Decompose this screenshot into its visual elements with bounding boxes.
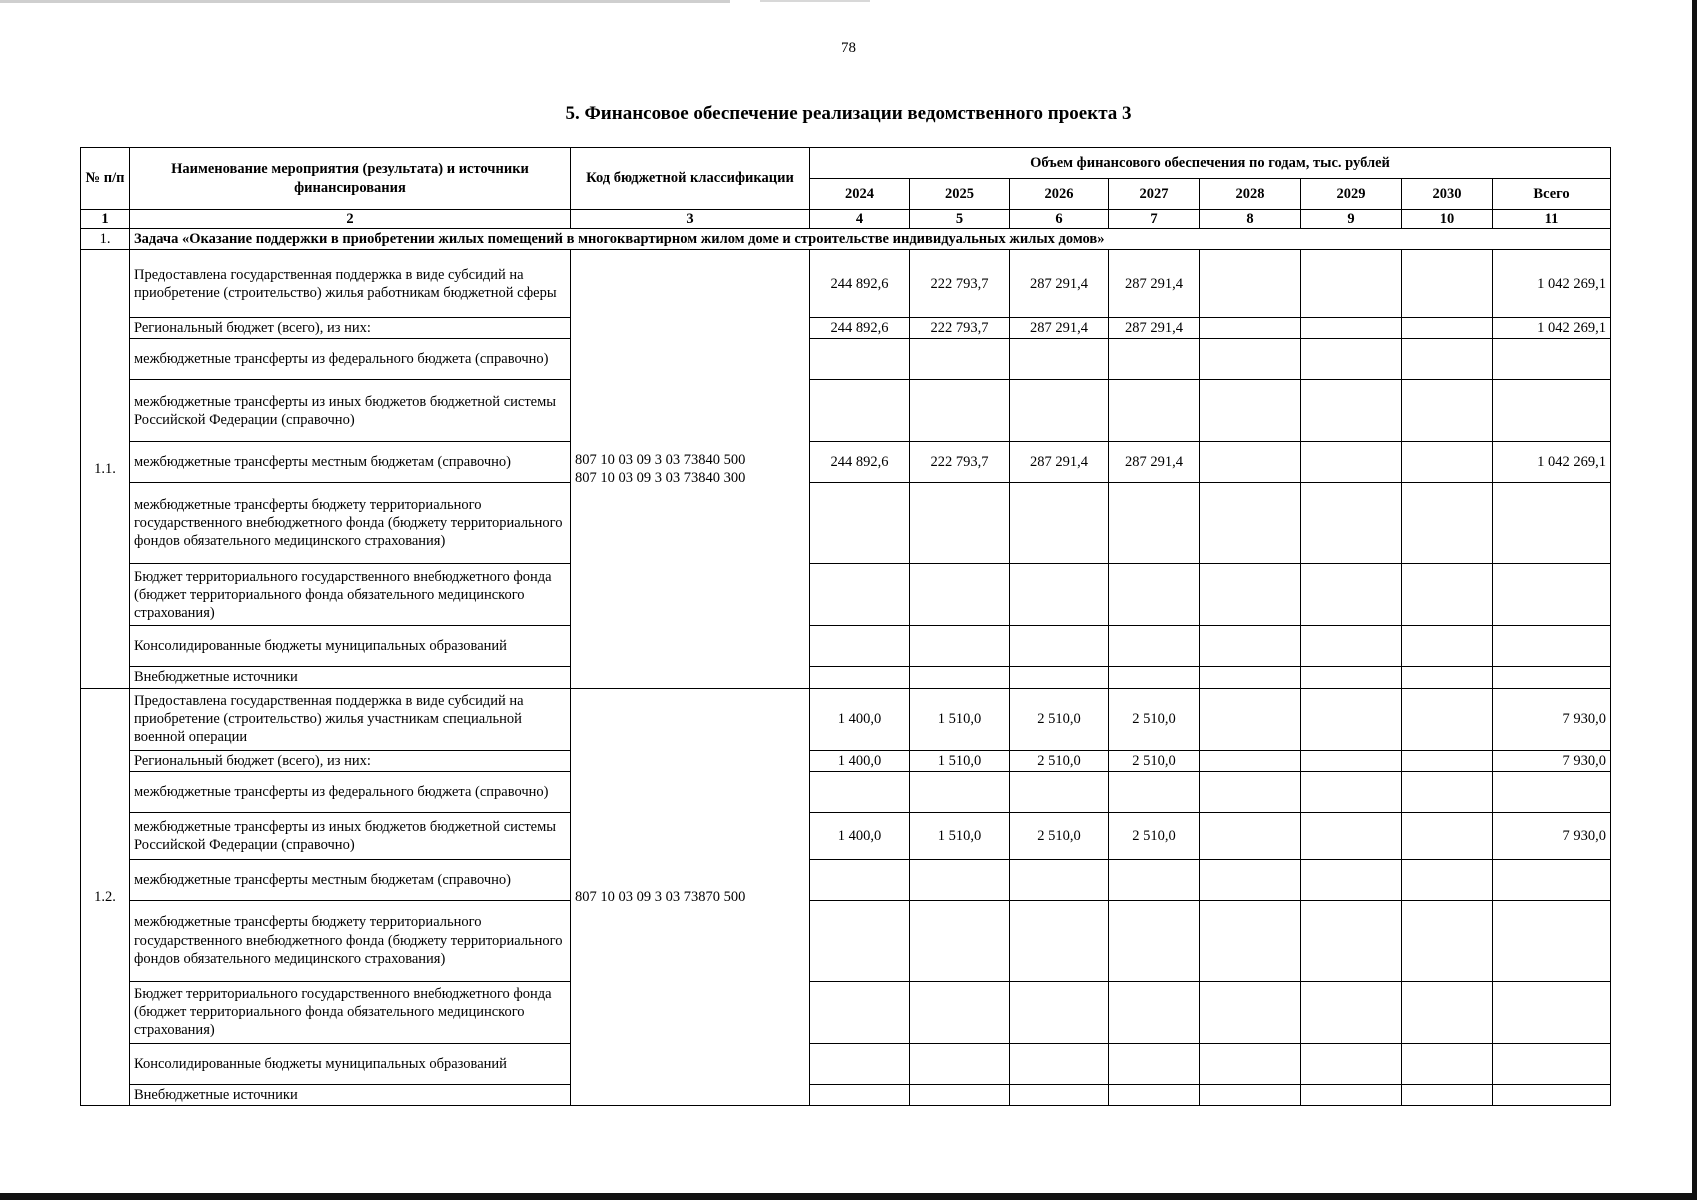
source-label: Бюджет территориального государственного внебюджетного фонда (бюджет территориального фонда обязательного медицинского страхования) [130, 564, 571, 626]
value-cell-2026: 2 510,0 [1010, 688, 1109, 750]
value-cell-2027: 287 291,4 [1109, 250, 1200, 318]
column-number: 4 [810, 210, 910, 229]
value-cell-2029 [1301, 900, 1402, 981]
value-cell-2030 [1402, 339, 1493, 380]
value-cell-2027: 2 510,0 [1109, 812, 1200, 859]
header-year-2024: 2024 [810, 179, 910, 210]
section-row [81, 688, 1611, 750]
value-cell-2029 [1301, 667, 1402, 688]
value-cell-2024 [810, 1084, 910, 1105]
value-cell-2030 [1402, 1043, 1493, 1084]
source-label: межбюджетные трансферты бюджету территориального государственного внебюджетного фонда (бюджету территориального фондов обязательного медицинского страхования) [130, 900, 571, 981]
value-cell-2024 [810, 380, 910, 442]
value-cell-2027: 2 510,0 [1109, 750, 1200, 771]
section-name: Предоставлена государственная поддержка в виде субсидий на приобретение (строительство) жилья участникам специальной военной операции [130, 688, 571, 750]
value-cell-total [1493, 900, 1611, 981]
document-title: 5. Финансовое обеспечение реализации ведомственного проекта 3 [565, 103, 1132, 124]
value-cell-2030 [1402, 483, 1493, 564]
value-cell-2027 [1109, 1084, 1200, 1105]
value-cell-2029 [1301, 626, 1402, 667]
value-cell-2029 [1301, 339, 1402, 380]
value-cell-2030 [1402, 626, 1493, 667]
header-year-2029: 2029 [1301, 179, 1402, 210]
value-cell-2024 [810, 900, 910, 981]
value-cell-2029 [1301, 688, 1402, 750]
value-cell-2028 [1200, 667, 1301, 688]
value-cell-2025: 222 793,7 [910, 318, 1010, 339]
value-cell-2027 [1109, 483, 1200, 564]
value-cell-2028 [1200, 483, 1301, 564]
header-year-2028: 2028 [1200, 179, 1301, 210]
value-cell-2026: 287 291,4 [1010, 318, 1109, 339]
value-cell-2026 [1010, 339, 1109, 380]
value-cell-2026 [1010, 859, 1109, 900]
column-number: 11 [1493, 210, 1611, 229]
value-cell-2030 [1402, 771, 1493, 812]
value-cell-2029 [1301, 442, 1402, 483]
scan-edge-top [0, 0, 730, 3]
value-cell-2026 [1010, 564, 1109, 626]
column-number: 7 [1109, 210, 1200, 229]
value-cell-2024 [810, 859, 910, 900]
value-cell-2030 [1402, 688, 1493, 750]
value-cell-2029 [1301, 1043, 1402, 1084]
value-cell-2025 [910, 1043, 1010, 1084]
value-cell-2027 [1109, 771, 1200, 812]
value-cell-2024: 244 892,6 [810, 250, 910, 318]
column-number: 6 [1010, 210, 1109, 229]
value-cell-2024 [810, 667, 910, 688]
header-volume: Объем финансового обеспечения по годам, тыс. рублей [810, 148, 1611, 179]
value-cell-2029 [1301, 859, 1402, 900]
page-number: 78 [841, 40, 856, 56]
value-cell-2026 [1010, 667, 1109, 688]
value-cell-2027 [1109, 667, 1200, 688]
source-row [81, 1043, 1611, 1084]
value-cell-total [1493, 1084, 1611, 1105]
value-cell-2029 [1301, 1084, 1402, 1105]
value-cell-2030 [1402, 442, 1493, 483]
header-name: Наименование мероприятия (результата) и источники финансирования [130, 148, 571, 210]
value-cell-2030 [1402, 812, 1493, 859]
value-cell-2025 [910, 626, 1010, 667]
value-cell-2028 [1200, 1084, 1301, 1105]
section-name: Предоставлена государственная поддержка в виде субсидий на приобретение (строительство) жилья работникам бюджетной сферы [130, 250, 571, 318]
source-label: межбюджетные трансферты из иных бюджетов бюджетной системы Российской Федерации (справочно) [130, 812, 571, 859]
value-cell-2030 [1402, 750, 1493, 771]
value-cell-2029 [1301, 380, 1402, 442]
value-cell-2025 [910, 900, 1010, 981]
value-cell-2030 [1402, 981, 1493, 1043]
source-row [81, 442, 1611, 483]
value-cell-2028 [1200, 626, 1301, 667]
value-cell-2024: 244 892,6 [810, 442, 910, 483]
value-cell-2025 [910, 771, 1010, 812]
task-number: 1. [81, 229, 130, 250]
source-label: межбюджетные трансферты бюджету территориального государственного внебюджетного фонда (бюджету территориального фондов обязательного медицинского страхования) [130, 483, 571, 564]
value-cell-total [1493, 667, 1611, 688]
source-label: межбюджетные трансферты местным бюджетам (справочно) [130, 442, 571, 483]
scan-edge-top-fragment [760, 0, 870, 2]
source-label: Бюджет территориального государственного внебюджетного фонда (бюджет территориального фонда обязательного медицинского страхования) [130, 981, 571, 1043]
source-row [81, 981, 1611, 1043]
source-label: Консолидированные бюджеты муниципальных образований [130, 1043, 571, 1084]
value-cell-total [1493, 339, 1611, 380]
value-cell-2027: 2 510,0 [1109, 688, 1200, 750]
scan-edge-right [1692, 0, 1697, 1200]
value-cell-2025 [910, 1084, 1010, 1105]
value-cell-2026 [1010, 771, 1109, 812]
source-row [81, 750, 1611, 771]
value-cell-total: 7 930,0 [1493, 688, 1611, 750]
header-year-2030: 2030 [1402, 179, 1493, 210]
value-cell-2026: 2 510,0 [1010, 812, 1109, 859]
column-number: 3 [571, 210, 810, 229]
task-row [81, 229, 1611, 250]
header-year-2027: 2027 [1109, 179, 1200, 210]
scan-edge-bottom [0, 1193, 1697, 1200]
value-cell-2027 [1109, 900, 1200, 981]
value-cell-2024: 1 400,0 [810, 750, 910, 771]
value-cell-2030 [1402, 380, 1493, 442]
budget-code: 807 10 03 09 3 03 73840 300 [575, 469, 746, 486]
value-cell-total: 7 930,0 [1493, 750, 1611, 771]
value-cell-2030 [1402, 1084, 1493, 1105]
source-label: Внебюджетные источники [130, 667, 571, 688]
source-row [81, 812, 1611, 859]
value-cell-total [1493, 380, 1611, 442]
value-cell-2028 [1200, 339, 1301, 380]
header-code: Код бюджетной классификации [571, 148, 810, 210]
value-cell-2029 [1301, 564, 1402, 626]
value-cell-2030 [1402, 250, 1493, 318]
value-cell-total [1493, 859, 1611, 900]
value-cell-2025 [910, 859, 1010, 900]
value-cell-2026 [1010, 1043, 1109, 1084]
value-cell-2024: 244 892,6 [810, 318, 910, 339]
column-number: 1 [81, 210, 130, 229]
header-row-1 [81, 148, 1611, 179]
column-number: 10 [1402, 210, 1493, 229]
value-cell-2027 [1109, 626, 1200, 667]
column-number: 9 [1301, 210, 1402, 229]
source-label: Консолидированные бюджеты муниципальных образований [130, 626, 571, 667]
value-cell-2028 [1200, 771, 1301, 812]
value-cell-2029 [1301, 483, 1402, 564]
value-cell-2029 [1301, 771, 1402, 812]
value-cell-2028 [1200, 859, 1301, 900]
header-year-2025: 2025 [910, 179, 1010, 210]
value-cell-2026: 2 510,0 [1010, 750, 1109, 771]
value-cell-total: 1 042 269,1 [1493, 250, 1611, 318]
value-cell-2027 [1109, 339, 1200, 380]
value-cell-2024: 1 400,0 [810, 812, 910, 859]
value-cell-2027: 287 291,4 [1109, 318, 1200, 339]
value-cell-2026 [1010, 483, 1109, 564]
source-row [81, 859, 1611, 900]
value-cell-2025: 1 510,0 [910, 812, 1010, 859]
value-cell-total: 1 042 269,1 [1493, 442, 1611, 483]
value-cell-total: 7 930,0 [1493, 812, 1611, 859]
source-label: межбюджетные трансферты из иных бюджетов бюджетной системы Российской Федерации (справочно) [130, 380, 571, 442]
value-cell-2024 [810, 483, 910, 564]
source-label: Региональный бюджет (всего), из них: [130, 750, 571, 771]
value-cell-2027: 287 291,4 [1109, 442, 1200, 483]
value-cell-total [1493, 771, 1611, 812]
value-cell-2029 [1301, 318, 1402, 339]
value-cell-2026 [1010, 1084, 1109, 1105]
value-cell-2030 [1402, 318, 1493, 339]
source-row [81, 900, 1611, 981]
section-number: 1.1. [81, 250, 130, 688]
value-cell-2025 [910, 380, 1010, 442]
value-cell-2025: 222 793,7 [910, 250, 1010, 318]
value-cell-2028 [1200, 564, 1301, 626]
header-year-2026: 2026 [1010, 179, 1109, 210]
value-cell-2028 [1200, 981, 1301, 1043]
value-cell-total [1493, 1043, 1611, 1084]
financing-table [80, 147, 1611, 1106]
value-cell-total: 1 042 269,1 [1493, 318, 1611, 339]
source-row [81, 771, 1611, 812]
value-cell-2025 [910, 339, 1010, 380]
header-num: № п/п [81, 148, 130, 210]
value-cell-2024 [810, 1043, 910, 1084]
source-row [81, 483, 1611, 564]
source-row [81, 380, 1611, 442]
value-cell-2029 [1301, 750, 1402, 771]
value-cell-2028 [1200, 318, 1301, 339]
source-row [81, 667, 1611, 688]
value-cell-2026 [1010, 626, 1109, 667]
source-row [81, 1084, 1611, 1105]
value-cell-2028 [1200, 1043, 1301, 1084]
value-cell-2027 [1109, 380, 1200, 442]
budget-code-cell [571, 688, 810, 1105]
column-number: 8 [1200, 210, 1301, 229]
value-cell-2028 [1200, 750, 1301, 771]
value-cell-2026 [1010, 380, 1109, 442]
value-cell-2028 [1200, 900, 1301, 981]
budget-code: 807 10 03 09 3 03 73870 500 [575, 888, 746, 905]
value-cell-2027 [1109, 859, 1200, 900]
source-row [81, 318, 1611, 339]
value-cell-2025 [910, 981, 1010, 1043]
value-cell-2027 [1109, 1043, 1200, 1084]
value-cell-2030 [1402, 564, 1493, 626]
value-cell-2025 [910, 667, 1010, 688]
source-label: межбюджетные трансферты местным бюджетам (справочно) [130, 859, 571, 900]
source-row [81, 339, 1611, 380]
value-cell-2024 [810, 981, 910, 1043]
value-cell-2025 [910, 564, 1010, 626]
section-number: 1.2. [81, 688, 130, 1105]
column-numbers-row [81, 210, 1611, 229]
value-cell-2028 [1200, 688, 1301, 750]
value-cell-total [1493, 483, 1611, 564]
value-cell-2029 [1301, 981, 1402, 1043]
section-row [81, 250, 1611, 318]
source-label: Региональный бюджет (всего), из них: [130, 318, 571, 339]
value-cell-2027 [1109, 981, 1200, 1043]
value-cell-2028 [1200, 812, 1301, 859]
value-cell-2024 [810, 564, 910, 626]
column-number: 5 [910, 210, 1010, 229]
task-text: Задача «Оказание поддержки в приобретении жилых помещений в многоквартирном жилом доме и строительстве индивидуальных жилых домов» [130, 229, 1611, 250]
source-label: межбюджетные трансферты из федерального бюджета (справочно) [130, 771, 571, 812]
budget-code-cell [571, 250, 810, 688]
value-cell-2025: 1 510,0 [910, 688, 1010, 750]
value-cell-2026 [1010, 900, 1109, 981]
source-row [81, 564, 1611, 626]
value-cell-2028 [1200, 442, 1301, 483]
column-number: 2 [130, 210, 571, 229]
budget-code: 807 10 03 09 3 03 73840 500 [575, 451, 746, 468]
value-cell-total [1493, 981, 1611, 1043]
source-row [81, 626, 1611, 667]
value-cell-2024: 1 400,0 [810, 688, 910, 750]
value-cell-2025: 222 793,7 [910, 442, 1010, 483]
value-cell-2026: 287 291,4 [1010, 442, 1109, 483]
value-cell-2024 [810, 626, 910, 667]
value-cell-total [1493, 626, 1611, 667]
value-cell-2029 [1301, 250, 1402, 318]
value-cell-2028 [1200, 250, 1301, 318]
value-cell-2025 [910, 483, 1010, 564]
value-cell-2030 [1402, 900, 1493, 981]
value-cell-2030 [1402, 667, 1493, 688]
value-cell-total [1493, 564, 1611, 626]
value-cell-2029 [1301, 812, 1402, 859]
value-cell-2024 [810, 339, 910, 380]
value-cell-2028 [1200, 380, 1301, 442]
header-total: Всего [1493, 179, 1611, 210]
value-cell-2026 [1010, 981, 1109, 1043]
value-cell-2024 [810, 771, 910, 812]
source-label: Внебюджетные источники [130, 1084, 571, 1105]
value-cell-2030 [1402, 859, 1493, 900]
value-cell-2026: 287 291,4 [1010, 250, 1109, 318]
value-cell-2027 [1109, 564, 1200, 626]
value-cell-2025: 1 510,0 [910, 750, 1010, 771]
source-label: межбюджетные трансферты из федерального бюджета (справочно) [130, 339, 571, 380]
